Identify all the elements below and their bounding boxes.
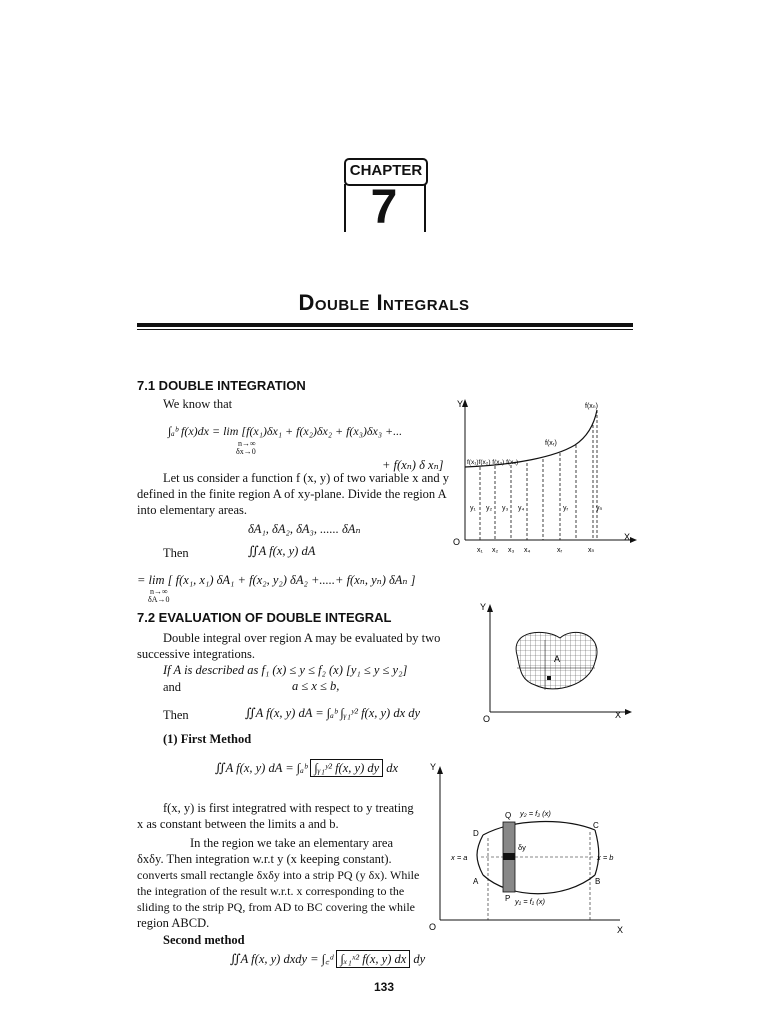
fm-eq-box: ∫ᵧ₁ʸ² f(x, y) dy [310,759,383,777]
sec71-intro: We know that [163,397,233,411]
figure-region-a [475,600,635,725]
fig1-yr: yᵣ [563,505,569,512]
fm-para-8: region ABCD. [137,916,210,930]
fig3-top-curve-label: y₂ = f₂ (x) [520,809,551,818]
sm-eq-rhs: dy [413,952,426,966]
fig1-x1: x₁ [477,547,483,554]
fm-para-2: x as constant between the limits a and b. [137,817,339,831]
fig1-origin-label: O [453,537,461,547]
fig1-x2: x₂ [492,547,499,554]
sec71-para-line2: defined in the finite region A of xy-plane. Divide the region A [137,487,447,501]
sm-eq-box: ∫ₓ₁ˣ² f(x, y) dx [336,950,410,968]
sec71-then-label: Then [163,546,189,560]
sec72-then-label: Then [163,708,189,722]
sec72-line4: a ≤ x ≤ b, [292,679,340,693]
badge-right-line [424,184,426,232]
sec71-para-line3: into elementary areas. [137,503,248,517]
fig2-y-arrow [487,604,493,612]
eq1-lim-sub: n→∞ [238,439,256,448]
fig3-bottom-curve [483,875,595,894]
eq1-lim-sub2: δx→0 [236,447,256,456]
fig3-xb-label: x = b [597,853,614,862]
first-method-eq [215,760,398,776]
second-method-eq [230,950,425,967]
fig1-y3: y₃ [502,505,509,512]
fm-para-6: the integration of the result w.r.t. x corresponding to the [137,884,405,898]
limit-sub1: n→∞ [150,587,168,596]
second-method-heading: Second method [163,933,245,947]
page-title-text: Double Integrals [298,290,470,315]
chapter-number: 7 [370,181,398,234]
sec71-para-line1: Let us consider a function f (x, y) of two variable x and y [163,471,450,485]
chapter-label: CHAPTER [344,158,428,186]
page-number: 133 [373,980,395,994]
sec72-then-eq: ∬A f(x, y) dA = ∫ₐᵇ ∫ᵧ₁ʸ² f(x, y) dx dy [245,706,421,720]
fig1-xr: xᵣ [557,547,563,554]
fig1-x3: x₃ [508,547,515,554]
fig1-x-label: X [624,532,631,542]
fig3-bottom-curve-label: y₁ = f₁ (x) [515,897,545,906]
eq1-line2: + f(xₙ) δ xₙ] [382,458,444,472]
fig3-element [503,853,515,860]
fig2-x-label: X [615,710,622,720]
fig3-d-label: D [473,829,479,838]
fig3-p-label: P [505,894,511,903]
figure-strip-pq [425,760,635,935]
fig3-q-label: Q [505,811,512,820]
title-rule-thick [137,323,633,327]
sec72-and-label: and [163,680,182,694]
fig2-element-dot [547,676,551,680]
fig3-c-label: C [593,821,599,830]
fig3-y-label: Y [430,762,437,772]
fig1-y2: y₂ [486,505,493,512]
limit-sum-eq: = lim [ f(x₁, x₁) δA₁ + f(x₂, y₂) δA₂ +.....+ f(xₙ, yₙ) δAₙ ] [137,573,416,587]
fig2-origin-label: O [483,714,491,724]
section-7-2-heading: 7.2 EVALUATION OF DOUBLE INTEGRAL [137,610,392,625]
fig1-f-labels: f(x₁)f(x₂) f(x₃) f(x₄) [467,459,519,466]
fig2-x-arrow [625,709,632,715]
fig3-top-curve [483,822,595,835]
fig1-y4: y₄ [518,505,525,512]
eq1-line1: ∫ₐᵇ f(x)dx = lim [f(x₁)δx₁ + f(x₂)δx₂ + f(x₃)δx₃ +... [168,424,403,438]
fig3-origin-label: O [429,922,437,932]
chapter-badge [340,150,428,232]
fm-para-4: δxδy. Then integration w.r.t y (x keeping constant). [137,852,392,866]
fig3-y-arrow [437,766,443,774]
fm-para-3: In the region we take an elementary area [190,836,394,850]
fig1-y1: y₁ [470,505,476,512]
sec72-line3: If A is described as f₁ (x) ≤ y ≤ f₂ (x) [y₁ ≤ y ≤ y₂] [163,663,408,677]
fig2-region-label: A [554,654,561,664]
fig1-y-label: Y [457,399,464,409]
fig1-strip-lines [480,410,597,540]
fig1-x4: x₄ [524,547,531,554]
fm-para-5: converts small rectangle δxδy into a strip PQ (y δx). While [137,868,420,882]
fm-para-1: f(x, y) is first integratred with respect to y treating [163,801,414,815]
sm-eq-lhs: ∬A f(x, y) dxdy = ∫꜀ᵈ [230,952,334,966]
page-title [0,290,768,316]
sec72-line2: successive integrations. [137,647,256,661]
fig1-fxn-label: f(xₙ) [585,403,598,410]
sec71-then-eq: ∬A f(x, y) dA [248,544,316,558]
title-rule-thin [137,329,633,330]
figure-riemann-strips [445,395,640,560]
fig2-y-label: Y [480,602,487,612]
limit-sub2: δA→0 [148,595,170,604]
sec72-line1: Double integral over region A may be evaluated by two [163,631,441,645]
fm-eq-lhs: ∬A f(x, y) dA = ∫ₐᵇ [215,761,308,775]
fig3-xa-label: x = a [451,853,468,862]
fig3-b-label: B [595,877,601,886]
first-method-heading: (1) First Method [163,732,252,746]
fig3-x-label: X [617,925,624,935]
fig3-left-curve [477,835,483,875]
fm-para-7: sliding to the strip PQ, from AD to BC covering the while [137,900,415,914]
fig1-fxr-label: f(xᵣ) [545,440,557,447]
fm-eq-rhs: dx [386,761,399,775]
fig3-a-label: A [473,877,479,886]
elementary-areas: δA₁, δA₂, δA₃, ...... δAₙ [248,522,361,536]
fig1-yn: yₙ [596,505,603,512]
fig1-xn: xₙ [588,547,595,554]
fig1-x-arrow [630,537,637,543]
section-7-1-heading: 7.1 DOUBLE INTEGRATION [137,378,306,393]
fig3-dy-label: δy [518,843,526,852]
